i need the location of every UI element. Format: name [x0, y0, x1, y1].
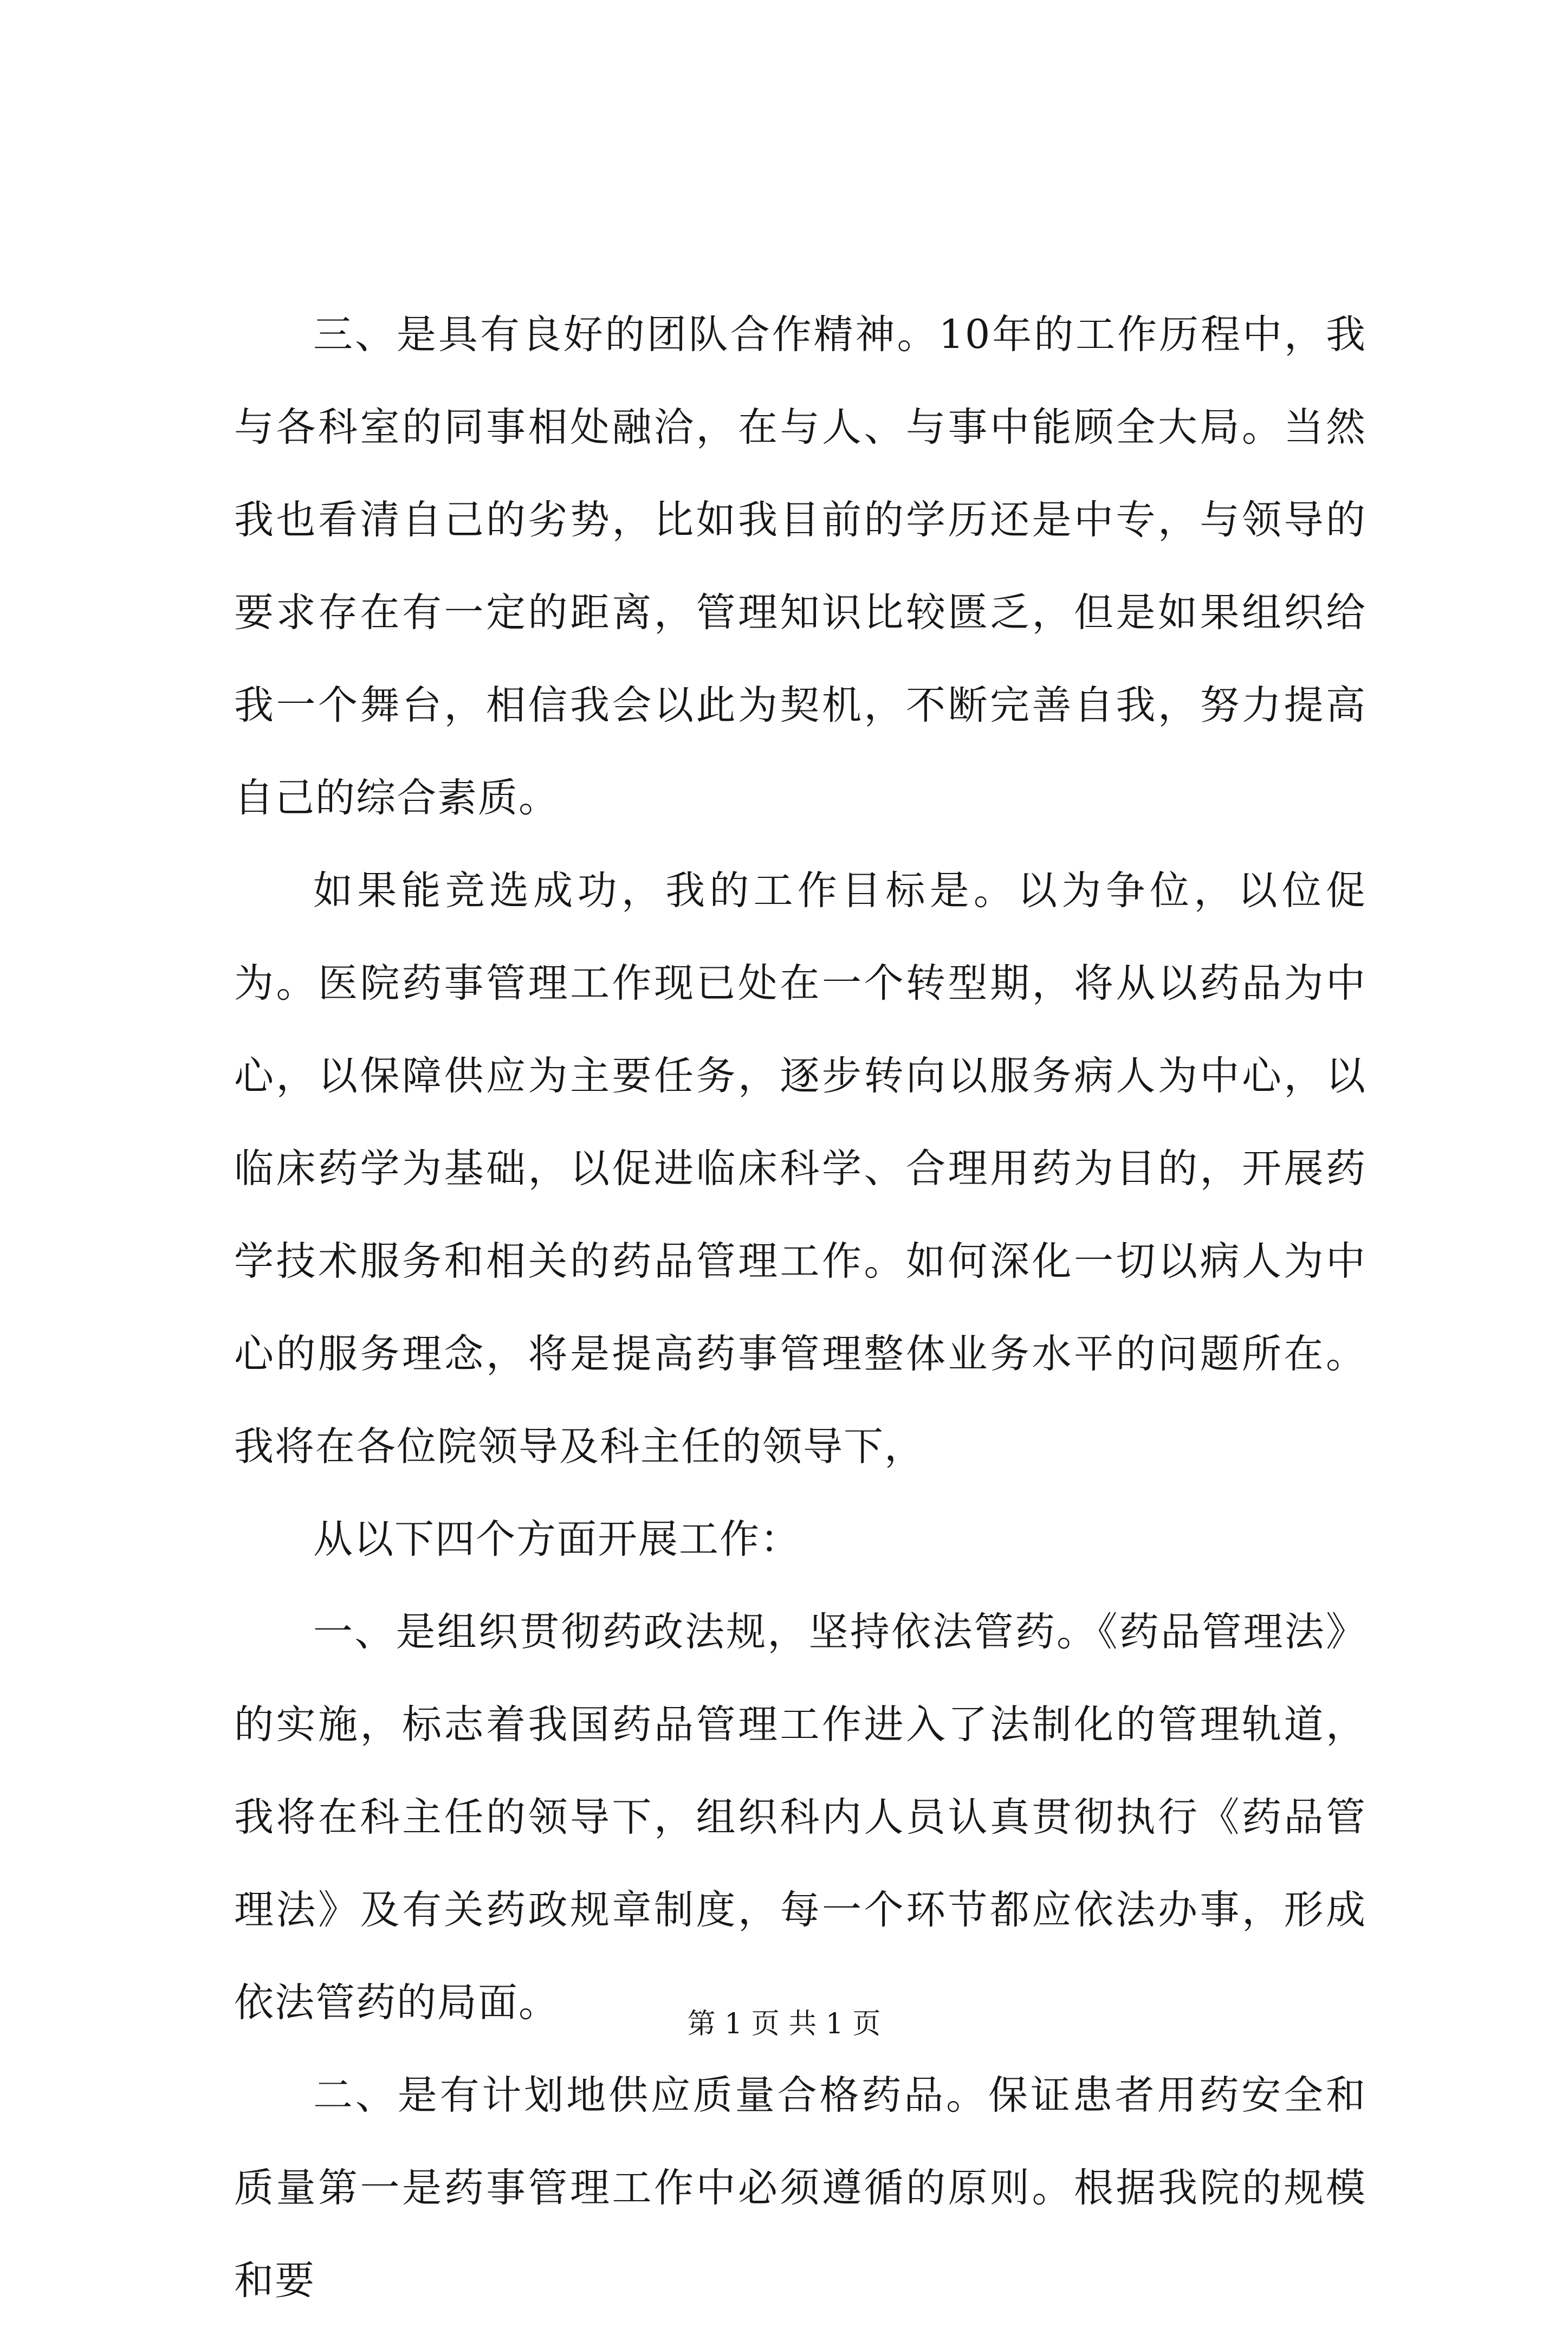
paragraph-four-aspects-intro: 从以下四个方面开展工作：	[313, 1516, 801, 1562]
paragraph-teamwork: 三、是具有良好的团队合作精神。10年的工作历程中，我与各科室的同事相处融洽，在与人、与事中能顾全大局。当然我也看清自己的劣势，比如我目前的学历还是中专，与领导的要求存在有一定的距离，管理知识比较匮乏，但是如果组织给我一个舞台，相信我会以此为契机，不断完善自我，努力提高自己的综合素质。	[234, 312, 1366, 821]
paragraph-aspect-one: 一、是组织贯彻药政法规，坚持依法管药。《药品管理法》的实施，标志着我国药品管理工作进入了法制化的管理轨道，我将在科主任的领导下，组织科内人员认真贯彻执行《药品管理法》及有关药政规章制度，每一个环节都应依法办事，形成依法管药的局面。	[234, 1609, 1366, 2026]
paragraph-work-goals: 如果能竞选成功，我的工作目标是。以为争位，以位促为。医院药事管理工作现已处在一个转型期，将从以药品为中心，以保障供应为主要任务，逐步转向以服务病人为中心，以临床药学为基础，以促进临床科学、合理用药为目的，开展药学技术服务和相关的药品管理工作。如何深化一切以病人为中心的服务理念，将是提高药事管理整体业务水平的问题所在。我将在各位院领导及科主任的领导下，	[234, 868, 1366, 1470]
paragraph-aspect-two: 二、是有计划地供应质量合格药品。保证患者用药安全和质量第一是药事管理工作中必须遵循的原则。根据我院的规模和要	[234, 2072, 1366, 2304]
page-footer: 第 1 页 共 1 页	[687, 2008, 881, 2040]
